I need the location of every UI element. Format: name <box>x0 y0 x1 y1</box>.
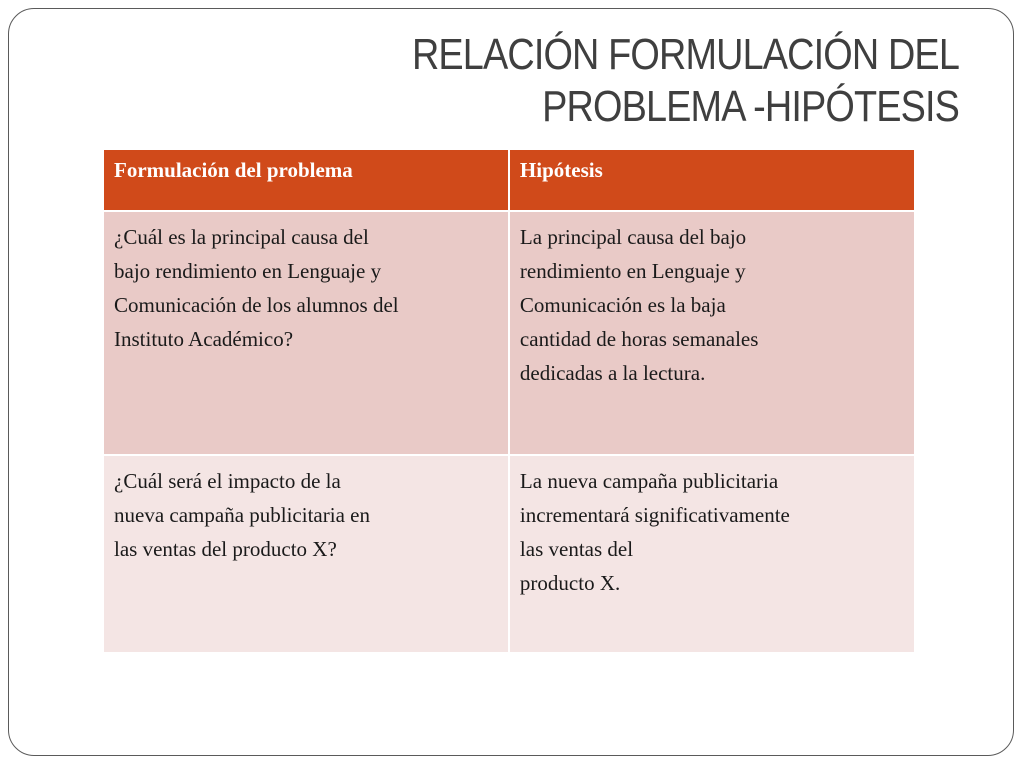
header-hipotesis: Hipótesis <box>509 149 915 211</box>
title-line-1: RELACIÓN FORMULACIÓN DEL <box>411 30 959 79</box>
relation-table <box>102 148 916 654</box>
table-cell-hipotesis <box>509 455 915 653</box>
header-row <box>103 149 915 211</box>
table-body <box>103 211 915 653</box>
cell-text: La nueva campaña publicitaria incrementará significativamente las ventas del producto X. <box>519 469 790 595</box>
table-row <box>103 455 915 653</box>
title-line-2: PROBLEMA -HIPÓTESIS <box>542 82 959 131</box>
cell-text: ¿Cuál será el impacto de la nueva campaña publicitaria en las ventas del producto X? <box>114 469 370 561</box>
table-row <box>103 211 915 455</box>
cell-text: La principal causa del bajo rendimiento en Lenguaje y Comunicación es la baja cantidad de horas semanales dedicadas a la lectura. <box>519 225 759 385</box>
table-cell-hipotesis <box>509 211 915 455</box>
table-header <box>103 149 915 211</box>
header-formulacion: Formulación del problema <box>103 149 509 211</box>
cell-text: ¿Cuál es la principal causa del bajo rendimiento en Lenguaje y Comunicación de los alumnos del Instituto Académico? <box>114 225 399 351</box>
table-cell-problema <box>103 455 509 653</box>
table-cell-problema <box>103 211 509 455</box>
slide-title <box>305 29 959 133</box>
